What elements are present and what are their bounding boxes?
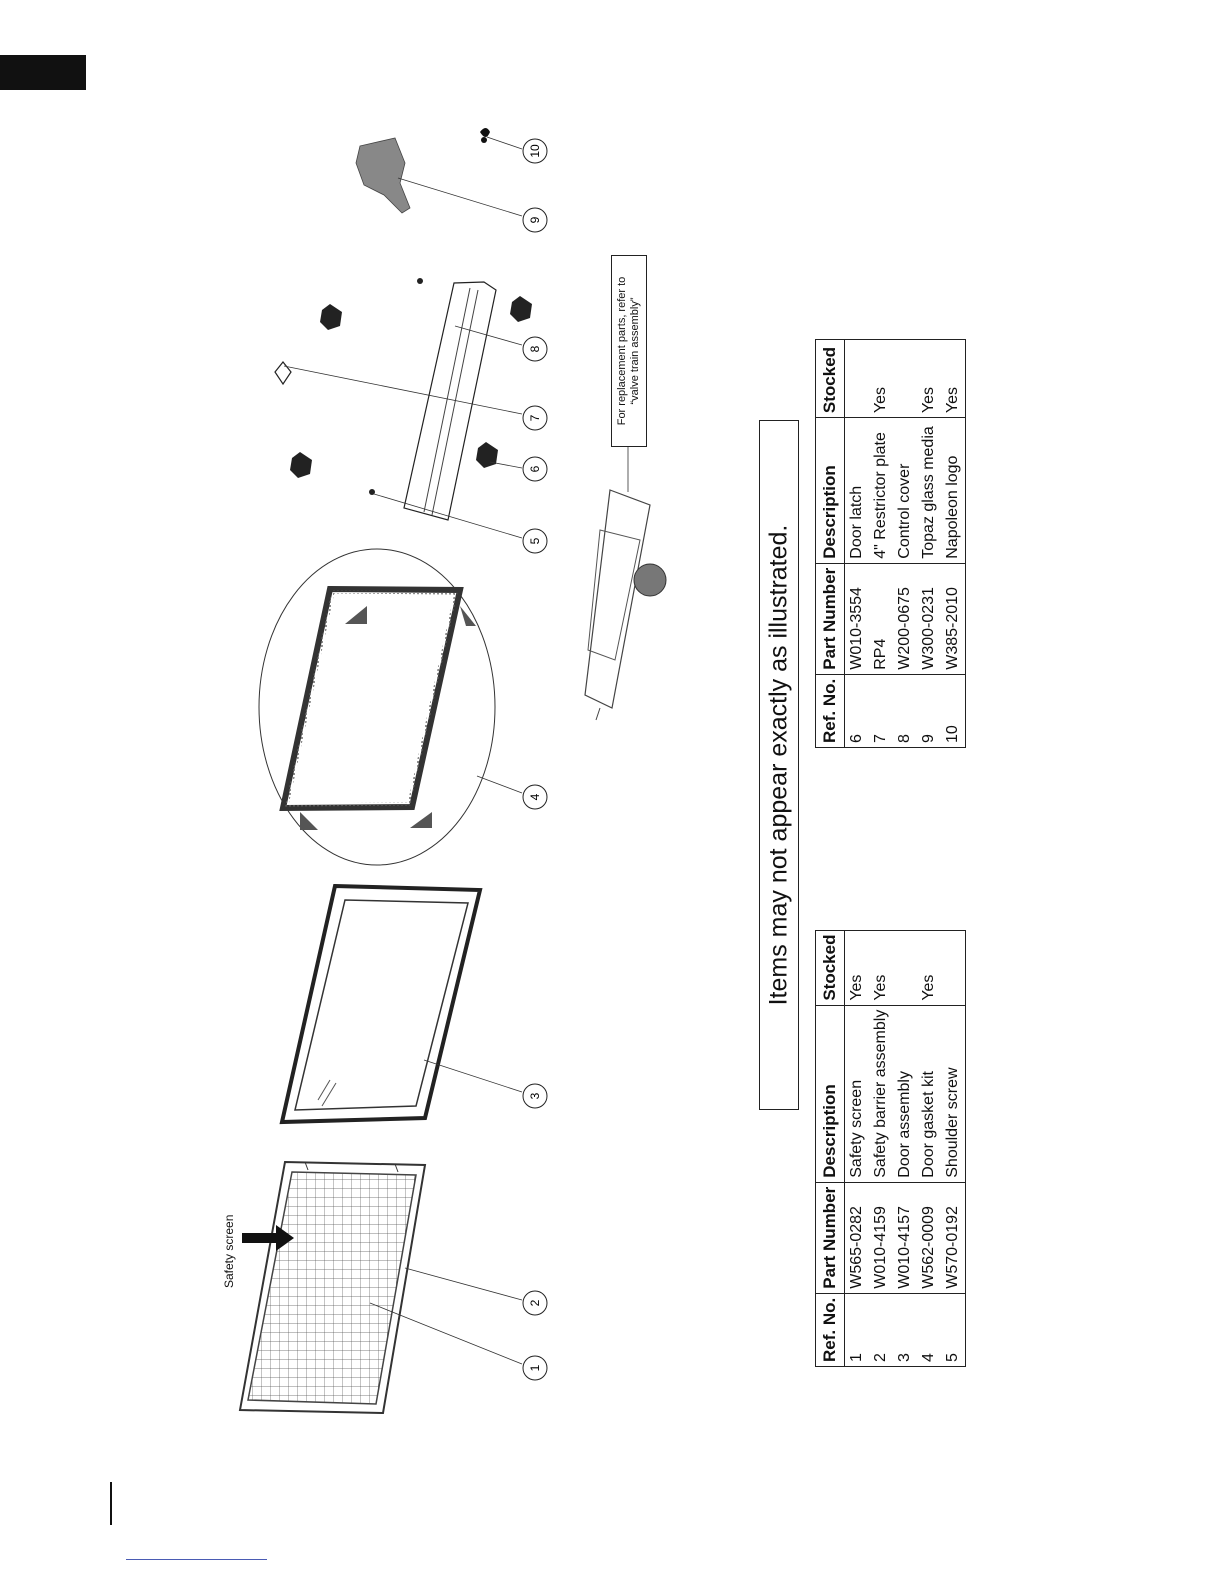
header-description: Description <box>816 418 845 564</box>
ref-cell: 2 <box>869 1293 893 1366</box>
table-row <box>845 930 870 1366</box>
table-row <box>917 930 941 1366</box>
callout-number: 4 <box>528 793 542 801</box>
stocked-cell: Yes <box>869 340 893 418</box>
part-cell: W200-0675 <box>893 563 917 674</box>
part-cell: W010-4159 <box>869 1182 893 1293</box>
table-row <box>845 340 870 748</box>
part-cell: W300-0231 <box>917 563 941 674</box>
ref-cell: 6 <box>845 674 870 747</box>
door-assembly-drawing <box>282 886 480 1122</box>
header-description: Description <box>816 1005 845 1182</box>
callout-number: 1 <box>528 1364 542 1372</box>
desc-cell: Safety screen <box>845 1005 870 1182</box>
control-cover-drawing <box>404 282 496 520</box>
valve-train-callout <box>611 255 647 447</box>
desc-cell: Door gasket kit <box>917 1005 941 1182</box>
desc-cell: Topaz glass media <box>917 418 941 564</box>
header-part-number: Part Number <box>816 563 845 674</box>
header-ref-no: Ref. No. <box>816 1293 845 1366</box>
callout-number: 6 <box>528 465 542 473</box>
callout-circles <box>523 139 547 1380</box>
callout-line-1: For replacement parts, refer to <box>616 276 628 426</box>
stocked-cell <box>893 930 917 1005</box>
desc-cell: Shoulder screw <box>941 1005 966 1182</box>
restrictor-plate-drawing <box>275 278 423 384</box>
part-cell: W010-4157 <box>893 1182 917 1293</box>
parts-table-1 <box>815 930 966 1367</box>
desc-cell: Napoleon logo <box>941 418 966 564</box>
part-cell: W385-2010 <box>941 563 966 674</box>
callout-number: 10 <box>528 144 542 158</box>
part-cell: W562-0009 <box>917 1182 941 1293</box>
header-part-number: Part Number <box>816 1182 845 1293</box>
notice-text: Items may not appear exactly as illustrated. <box>764 524 793 1006</box>
callout-number: 7 <box>528 414 542 422</box>
stocked-cell: Yes <box>869 930 893 1005</box>
door-latch-drawing <box>290 296 532 478</box>
stocked-cell <box>893 340 917 418</box>
stocked-cell <box>941 930 966 1005</box>
callout-number: 2 <box>528 1299 542 1307</box>
valve-train-drawing <box>585 490 666 720</box>
door-gasket-drawing <box>259 549 495 865</box>
callout-line-2: “valve train assembly” <box>629 297 641 405</box>
table-row <box>941 930 966 1366</box>
stocked-cell: Yes <box>917 340 941 418</box>
part-cell: W565-0282 <box>845 1182 870 1293</box>
desc-cell: 4" Restrictor plate <box>869 418 893 564</box>
header-ref-no: Ref. No. <box>816 674 845 747</box>
ref-cell: 8 <box>893 674 917 747</box>
desc-cell: Control cover <box>893 418 917 564</box>
safety-screen-drawing <box>240 1162 425 1413</box>
table-row <box>917 340 941 748</box>
desc-cell: Safety barrier assembly <box>869 1005 893 1182</box>
desc-cell: Door latch <box>845 418 870 564</box>
ref-cell: 5 <box>941 1293 966 1366</box>
ref-cell: 4 <box>917 1293 941 1366</box>
ref-cell: 10 <box>941 674 966 747</box>
ref-cell: 3 <box>893 1293 917 1366</box>
table-row <box>869 340 893 748</box>
parts-table-2 <box>815 339 966 748</box>
illustration-notice <box>759 420 799 1110</box>
desc-cell: Door assembly <box>893 1005 917 1182</box>
table-row <box>869 930 893 1366</box>
stocked-cell: Yes <box>845 930 870 1005</box>
part-cell: W010-3554 <box>845 563 870 674</box>
table-row <box>941 340 966 748</box>
ref-cell: 7 <box>869 674 893 747</box>
header-stocked: Stocked <box>816 340 845 418</box>
table-row <box>893 930 917 1366</box>
napoleon-logo-drawing <box>480 128 490 143</box>
glass-media-drawing <box>356 138 410 213</box>
ref-cell: 1 <box>845 1293 870 1366</box>
callout-number: 3 <box>528 1092 542 1100</box>
part-cell: W570-0192 <box>941 1182 966 1293</box>
stocked-cell <box>845 340 870 418</box>
callout-number: 8 <box>528 345 542 353</box>
table-row <box>893 340 917 748</box>
ref-cell: 9 <box>917 674 941 747</box>
stocked-cell: Yes <box>917 930 941 1005</box>
header-stocked: Stocked <box>816 930 845 1005</box>
safety-screen-label: Safety screen <box>222 1214 236 1288</box>
stocked-cell: Yes <box>941 340 966 418</box>
callout-number: 9 <box>528 216 542 224</box>
part-cell: RP4 <box>869 563 893 674</box>
callout-number: 5 <box>528 537 542 545</box>
